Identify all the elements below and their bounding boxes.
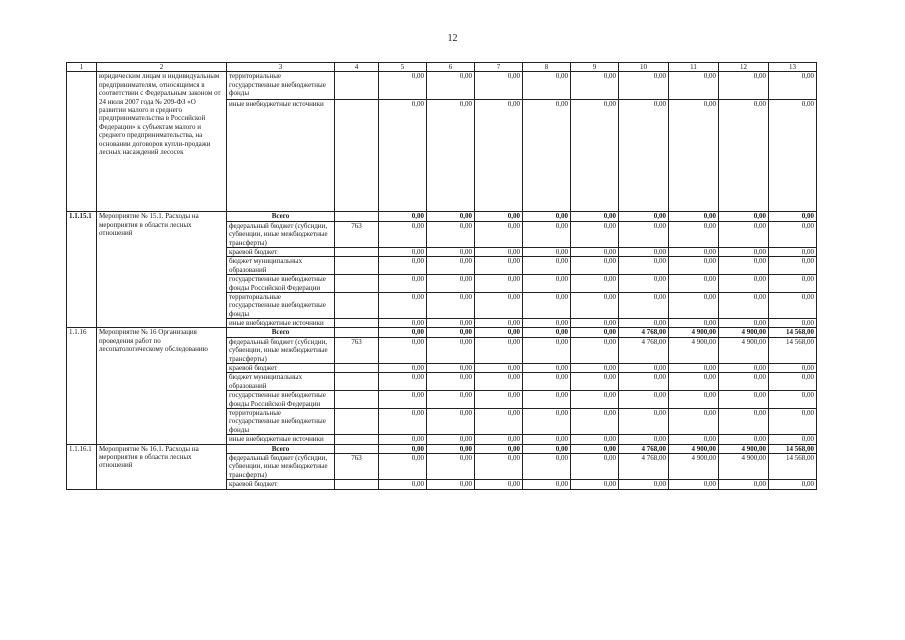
value-cell: 0,00 <box>475 275 523 293</box>
value-cell: 0,00 <box>475 453 523 479</box>
value-cell: 0,00 <box>719 373 769 391</box>
grbs-cell: 763 <box>335 221 379 247</box>
value-cell: 0,00 <box>427 275 475 293</box>
value-cell: 0,00 <box>669 100 719 212</box>
grbs-cell <box>335 100 379 212</box>
value-cell: 14 568,00 <box>769 453 817 479</box>
value-cell: 4 768,00 <box>619 328 669 337</box>
grbs-cell <box>335 292 379 318</box>
col-header: 11 <box>669 63 719 72</box>
table-row <box>67 212 817 221</box>
source-label: иные внебюджетные источники <box>227 100 335 212</box>
total-label: Всего <box>227 328 335 337</box>
value-cell: 0,00 <box>379 100 427 212</box>
value-cell: 0,00 <box>571 328 619 337</box>
value-cell: 0,00 <box>619 221 669 247</box>
source-label: федеральный бюджет (субсидии, субвенции, иные межбюджетные трансферты) <box>227 221 335 247</box>
value-cell: 0,00 <box>427 453 475 479</box>
value-cell: 0,00 <box>427 328 475 337</box>
value-cell: 0,00 <box>475 391 523 409</box>
value-cell: 0,00 <box>523 391 571 409</box>
value-cell: 0,00 <box>571 391 619 409</box>
value-cell: 0,00 <box>619 100 669 212</box>
grbs-cell <box>335 275 379 293</box>
col-header: 4 <box>335 63 379 72</box>
source-label: территориальные государственные внебюджетные фонды <box>227 72 335 100</box>
grbs-cell <box>335 391 379 409</box>
value-cell: 0,00 <box>379 328 427 337</box>
value-cell: 0,00 <box>475 319 523 328</box>
table-row <box>67 328 817 337</box>
value-cell: 0,00 <box>719 247 769 256</box>
value-cell: 0,00 <box>769 408 817 434</box>
value-cell: 0,00 <box>619 292 669 318</box>
value-cell: 0,00 <box>523 444 571 453</box>
budget-table <box>66 62 817 490</box>
value-cell: 0,00 <box>427 480 475 489</box>
grbs-cell <box>335 408 379 434</box>
value-cell: 0,00 <box>379 247 427 256</box>
measure-name: Мероприятие № 15.1. Расходы на мероприятия в области лесных отношений <box>97 212 227 328</box>
source-label: краевой бюджет <box>227 247 335 256</box>
value-cell: 0,00 <box>475 480 523 489</box>
value-cell: 0,00 <box>427 100 475 212</box>
col-header: 13 <box>769 63 817 72</box>
value-cell: 0,00 <box>523 100 571 212</box>
value-cell: 0,00 <box>769 100 817 212</box>
value-cell: 0,00 <box>427 212 475 221</box>
value-cell: 0,00 <box>427 391 475 409</box>
value-cell: 0,00 <box>379 212 427 221</box>
value-cell: 0,00 <box>619 72 669 100</box>
grbs-cell <box>335 319 379 328</box>
col-header: 3 <box>227 63 335 72</box>
value-cell: 0,00 <box>719 319 769 328</box>
value-cell: 0,00 <box>379 408 427 434</box>
value-cell: 0,00 <box>669 221 719 247</box>
value-cell: 0,00 <box>523 435 571 444</box>
value-cell: 0,00 <box>769 364 817 373</box>
source-label: федеральный бюджет (субсидии, субвенции, иные межбюджетные трансферты) <box>227 453 335 479</box>
value-cell: 0,00 <box>769 373 817 391</box>
grbs-cell <box>335 212 379 221</box>
value-cell: 0,00 <box>769 72 817 100</box>
value-cell: 0,00 <box>523 364 571 373</box>
value-cell: 0,00 <box>669 292 719 318</box>
value-cell: 0,00 <box>523 212 571 221</box>
value-cell: 0,00 <box>619 435 669 444</box>
value-cell: 0,00 <box>427 364 475 373</box>
source-label: краевой бюджет <box>227 364 335 373</box>
value-cell: 4 900,00 <box>669 453 719 479</box>
col-header: 12 <box>719 63 769 72</box>
value-cell: 0,00 <box>523 319 571 328</box>
value-cell: 0,00 <box>379 373 427 391</box>
grbs-cell <box>335 444 379 453</box>
grbs-cell <box>335 364 379 373</box>
value-cell: 0,00 <box>619 373 669 391</box>
value-cell: 0,00 <box>669 480 719 489</box>
grbs-cell <box>335 247 379 256</box>
value-cell: 14 568,00 <box>769 328 817 337</box>
value-cell: 0,00 <box>571 408 619 434</box>
value-cell: 4 768,00 <box>619 453 669 479</box>
value-cell: 0,00 <box>523 292 571 318</box>
col-header: 9 <box>571 63 619 72</box>
value-cell: 0,00 <box>619 257 669 275</box>
value-cell: 0,00 <box>669 391 719 409</box>
value-cell: 0,00 <box>523 257 571 275</box>
value-cell: 4 900,00 <box>669 337 719 363</box>
value-cell: 0,00 <box>571 247 619 256</box>
value-cell: 0,00 <box>379 319 427 328</box>
value-cell: 0,00 <box>669 435 719 444</box>
value-cell: 0,00 <box>769 319 817 328</box>
total-label: Всего <box>227 444 335 453</box>
value-cell: 0,00 <box>379 435 427 444</box>
value-cell: 0,00 <box>769 391 817 409</box>
value-cell: 0,00 <box>619 212 669 221</box>
value-cell: 14 568,00 <box>769 337 817 363</box>
value-cell: 0,00 <box>619 275 669 293</box>
value-cell: 0,00 <box>571 337 619 363</box>
value-cell: 0,00 <box>523 275 571 293</box>
value-cell: 0,00 <box>523 373 571 391</box>
value-cell: 0,00 <box>719 292 769 318</box>
value-cell: 0,00 <box>475 337 523 363</box>
value-cell: 0,00 <box>769 247 817 256</box>
value-cell: 0,00 <box>379 453 427 479</box>
value-cell: 0,00 <box>427 221 475 247</box>
grbs-cell <box>335 435 379 444</box>
value-cell: 0,00 <box>571 275 619 293</box>
source-label: иные внебюджетные источники <box>227 319 335 328</box>
total-label: Всего <box>227 212 335 221</box>
value-cell: 0,00 <box>669 373 719 391</box>
grbs-cell: 763 <box>335 337 379 363</box>
source-label: территориальные государственные внебюджетные фонды <box>227 292 335 318</box>
col-header: 1 <box>67 63 97 72</box>
grbs-cell <box>335 257 379 275</box>
grbs-cell <box>335 480 379 489</box>
col-header: 10 <box>619 63 669 72</box>
value-cell: 0,00 <box>379 221 427 247</box>
value-cell: 0,00 <box>379 480 427 489</box>
value-cell: 0,00 <box>427 319 475 328</box>
value-cell: 0,00 <box>669 212 719 221</box>
value-cell: 0,00 <box>571 364 619 373</box>
value-cell: 0,00 <box>427 444 475 453</box>
grbs-cell <box>335 373 379 391</box>
value-cell: 0,00 <box>571 221 619 247</box>
col-header: 6 <box>427 63 475 72</box>
value-cell: 0,00 <box>571 480 619 489</box>
value-cell: 14 568,00 <box>769 444 817 453</box>
value-cell: 0,00 <box>769 221 817 247</box>
value-cell: 0,00 <box>427 247 475 256</box>
value-cell: 0,00 <box>769 292 817 318</box>
source-label: иные внебюджетные источники <box>227 435 335 444</box>
value-cell: 0,00 <box>619 480 669 489</box>
value-cell: 0,00 <box>571 453 619 479</box>
value-cell: 0,00 <box>769 212 817 221</box>
value-cell: 4 900,00 <box>719 453 769 479</box>
value-cell: 4 768,00 <box>619 444 669 453</box>
value-cell: 0,00 <box>523 221 571 247</box>
value-cell: 0,00 <box>571 373 619 391</box>
row-code <box>67 72 97 212</box>
table-row <box>67 444 817 453</box>
value-cell: 0,00 <box>379 391 427 409</box>
value-cell: 0,00 <box>571 444 619 453</box>
value-cell: 4 900,00 <box>719 328 769 337</box>
value-cell: 0,00 <box>523 453 571 479</box>
value-cell: 0,00 <box>571 100 619 212</box>
value-cell: 0,00 <box>571 435 619 444</box>
value-cell: 0,00 <box>475 292 523 318</box>
value-cell: 0,00 <box>669 72 719 100</box>
value-cell: 4 900,00 <box>669 444 719 453</box>
table-row <box>67 72 817 100</box>
row-code: 1.1.15.1 <box>67 212 97 328</box>
value-cell: 0,00 <box>669 247 719 256</box>
value-cell: 0,00 <box>523 72 571 100</box>
grbs-cell <box>335 72 379 100</box>
col-header: 8 <box>523 63 571 72</box>
value-cell: 0,00 <box>475 435 523 444</box>
value-cell: 0,00 <box>719 480 769 489</box>
value-cell: 0,00 <box>669 275 719 293</box>
value-cell: 0,00 <box>719 221 769 247</box>
value-cell: 0,00 <box>719 435 769 444</box>
value-cell: 0,00 <box>571 212 619 221</box>
value-cell: 0,00 <box>427 292 475 318</box>
measure-name: Мероприятие № 16.1. Расходы на мероприятия в области лесных отношений <box>97 444 227 489</box>
value-cell: 4 900,00 <box>669 328 719 337</box>
value-cell: 0,00 <box>669 364 719 373</box>
col-header: 5 <box>379 63 427 72</box>
value-cell: 0,00 <box>427 435 475 444</box>
value-cell: 0,00 <box>669 319 719 328</box>
measure-name: юридическим лицам и индивидуальным предпринимателям, относящимся в соответствии с Федеральным законом от 24 июля 2007 года № 209-ФЗ «О развитии малого и среднего предпринимательства в Российской Федерации» к субъектам малого и среднего предпринимательства, на основании договоров купли-продажи лесных насаждений лесосек <box>97 72 227 212</box>
value-cell: 0,00 <box>719 408 769 434</box>
source-label: краевой бюджет <box>227 480 335 489</box>
value-cell: 0,00 <box>719 100 769 212</box>
value-cell: 0,00 <box>523 247 571 256</box>
value-cell: 0,00 <box>379 444 427 453</box>
value-cell: 0,00 <box>475 247 523 256</box>
value-cell: 0,00 <box>669 257 719 275</box>
value-cell: 0,00 <box>379 292 427 318</box>
value-cell: 0,00 <box>427 337 475 363</box>
value-cell: 0,00 <box>619 391 669 409</box>
value-cell: 0,00 <box>427 257 475 275</box>
value-cell: 0,00 <box>379 364 427 373</box>
value-cell: 0,00 <box>669 408 719 434</box>
value-cell: 0,00 <box>427 408 475 434</box>
value-cell: 0,00 <box>427 373 475 391</box>
page-number: 12 <box>447 33 458 44</box>
value-cell: 0,00 <box>475 212 523 221</box>
grbs-cell: 763 <box>335 453 379 479</box>
source-label: государственные внебюджетные фонды Российской Федерации <box>227 391 335 409</box>
value-cell: 0,00 <box>619 319 669 328</box>
value-cell: 0,00 <box>523 480 571 489</box>
value-cell: 0,00 <box>719 275 769 293</box>
value-cell: 0,00 <box>619 408 669 434</box>
value-cell: 4 900,00 <box>719 444 769 453</box>
header-row <box>67 63 817 72</box>
value-cell: 0,00 <box>719 364 769 373</box>
source-label: территориальные государственные внебюджетные фонды <box>227 408 335 434</box>
value-cell: 0,00 <box>571 319 619 328</box>
value-cell: 0,00 <box>379 275 427 293</box>
value-cell: 4 768,00 <box>619 337 669 363</box>
value-cell: 0,00 <box>475 364 523 373</box>
col-header: 7 <box>475 63 523 72</box>
value-cell: 0,00 <box>769 275 817 293</box>
source-label: государственные внебюджетные фонды Российской Федерации <box>227 275 335 293</box>
value-cell: 0,00 <box>619 364 669 373</box>
value-cell: 0,00 <box>719 212 769 221</box>
value-cell: 0,00 <box>379 337 427 363</box>
value-cell: 0,00 <box>769 257 817 275</box>
value-cell: 0,00 <box>379 72 427 100</box>
source-label: бюджет муниципальных образований <box>227 373 335 391</box>
value-cell: 0,00 <box>523 337 571 363</box>
value-cell: 0,00 <box>427 72 475 100</box>
row-code: 1.1.16 <box>67 328 97 444</box>
value-cell: 0,00 <box>475 373 523 391</box>
value-cell: 0,00 <box>475 221 523 247</box>
col-header: 2 <box>97 63 227 72</box>
value-cell: 0,00 <box>619 247 669 256</box>
value-cell: 0,00 <box>475 100 523 212</box>
value-cell: 0,00 <box>571 292 619 318</box>
value-cell: 0,00 <box>475 328 523 337</box>
value-cell: 0,00 <box>475 444 523 453</box>
value-cell: 0,00 <box>475 257 523 275</box>
measure-name: Мероприятие № 16 Организация проведения работ по лесопатологическому обследованию <box>97 328 227 444</box>
value-cell: 0,00 <box>769 480 817 489</box>
value-cell: 0,00 <box>571 72 619 100</box>
value-cell: 0,00 <box>523 408 571 434</box>
source-label: бюджет муниципальных образований <box>227 257 335 275</box>
value-cell: 0,00 <box>379 257 427 275</box>
value-cell: 0,00 <box>571 257 619 275</box>
value-cell: 0,00 <box>719 257 769 275</box>
value-cell: 0,00 <box>475 408 523 434</box>
value-cell: 0,00 <box>523 328 571 337</box>
grbs-cell <box>335 328 379 337</box>
row-code: 1.1.16.1 <box>67 444 97 489</box>
value-cell: 0,00 <box>475 72 523 100</box>
value-cell: 0,00 <box>719 391 769 409</box>
source-label: федеральный бюджет (субсидии, субвенции, иные межбюджетные трансферты) <box>227 337 335 363</box>
value-cell: 0,00 <box>769 435 817 444</box>
value-cell: 4 900,00 <box>719 337 769 363</box>
value-cell: 0,00 <box>719 72 769 100</box>
